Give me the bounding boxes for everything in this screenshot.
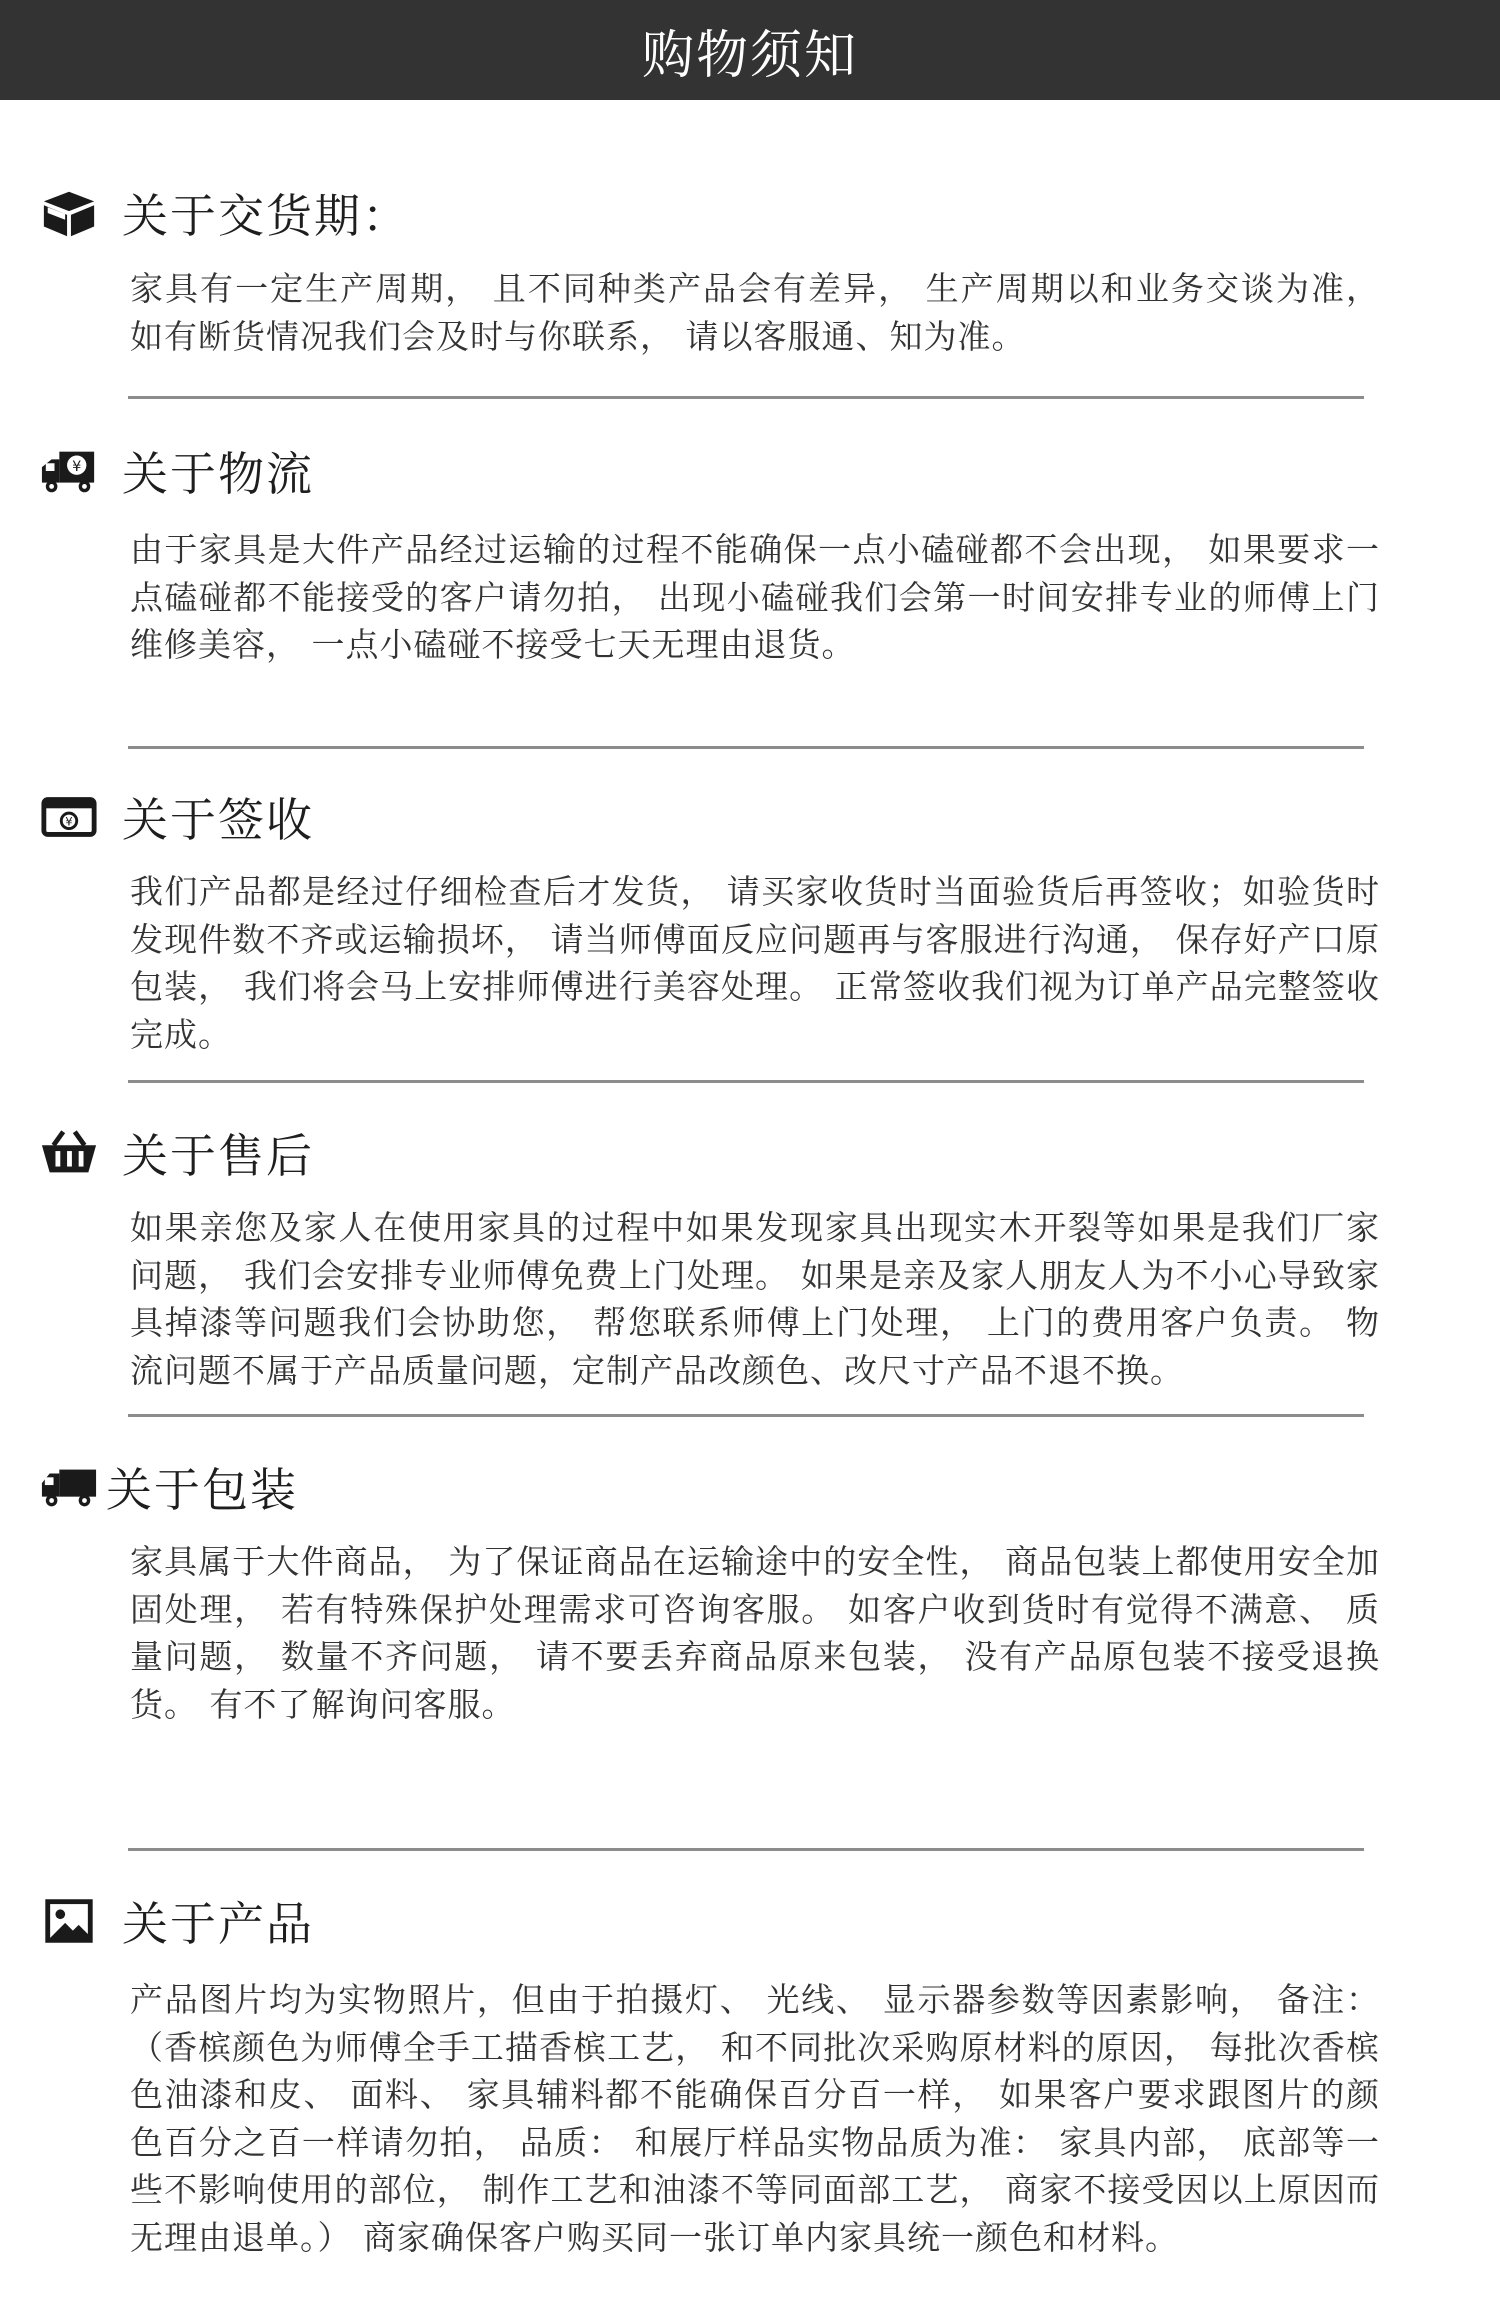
receipt-yen-icon bbox=[38, 789, 100, 845]
section-header bbox=[38, 436, 314, 506]
section-title: 关于交货期： bbox=[122, 189, 410, 243]
header-bar bbox=[0, 0, 1500, 100]
section-title: 关于产品 bbox=[122, 1897, 314, 1951]
section-body: 家具有一定生产周期， 且不同种类产品会有差异， 生产周期以和业务交谈为准， 如有断货情况我们会及时与你联系， 请以客服通、知为准。 bbox=[130, 269, 1380, 356]
delivery-truck-yen-icon bbox=[38, 443, 100, 499]
section-header bbox=[38, 1452, 298, 1522]
shopping-basket-icon bbox=[38, 1125, 100, 1181]
svg-text:¥: ¥ bbox=[72, 459, 82, 475]
truck-icon bbox=[38, 1459, 100, 1515]
section-body: 如果亲您及家人在使用家具的过程中如果发现家具出现实木开裂等如果是我们厂家问题， 我们会安排专业师傅免费上门处理。 如果是亲及家人朋友人为不小心导致家具掉漆等问题我们会协助您， 帮您联系师傅上门处理， 上门的费用客户负责。 物流问题不属于产品质量问题，定制产品改颜色、改尺寸产品不退不换。 bbox=[130, 1208, 1380, 1390]
divider bbox=[128, 396, 1364, 399]
page-title: 购物须知 bbox=[641, 25, 858, 86]
divider bbox=[128, 1414, 1364, 1417]
divider bbox=[128, 746, 1364, 749]
section-header bbox=[38, 1118, 314, 1188]
image-icon bbox=[38, 1893, 100, 1949]
section-header bbox=[38, 782, 314, 852]
section-body: 由于家具是大件产品经过运输的过程不能确保一点小磕碰都不会出现， 如果要求一点磕碰都不能接受的客户请勿拍， 出现小磕碰我们会第一时间安排专业的师傅上门维修美容， 一点小磕碰不接受七天无理由退货。 bbox=[130, 530, 1380, 664]
svg-text:¥: ¥ bbox=[65, 814, 73, 829]
section-title: 关于包装 bbox=[106, 1463, 298, 1517]
section-title: 关于签收 bbox=[122, 793, 314, 847]
section-body: 产品图片均为实物照片，但由于拍摄灯、 光线、 显示器参数等因素影响， 备注：（香槟颜色为师傅全手工描香槟工艺， 和不同批次采购原材料的原因， 每批次香槟色油漆和皮、 面料、 家具辅料都不能确保百分百一样， 如果客户要求跟图片的颜色百分之百一样请勿拍， 品质： 和展厅样品实物品质为准： 家具内部， 底部等一些不影响使用的部位， 制作工艺和油漆不等同面部工艺， 商家不接受因以上原因而无理由退单。） 商家确保客户购买同一张订单内家具统一颜色和材料。 bbox=[130, 1980, 1380, 2257]
section-title: 关于售后 bbox=[122, 1129, 314, 1183]
divider bbox=[128, 1848, 1364, 1851]
section-title: 关于物流 bbox=[122, 447, 314, 501]
section-header bbox=[38, 178, 410, 248]
section-header bbox=[38, 1886, 314, 1956]
section-body: 我们产品都是经过仔细检查后才发货， 请买家收货时当面验货后再签收；如验货时发现件数不齐或运输损坏， 请当师傅面反应问题再与客服进行沟通， 保存好产口原包装， 我们将会马上安排师傅进行美容处理。 正常签收我们视为订单产品完整签收完成。 bbox=[130, 872, 1380, 1054]
divider bbox=[128, 1080, 1364, 1083]
box-icon bbox=[38, 185, 100, 241]
section-body: 家具属于大件商品， 为了保证商品在运输途中的安全性， 商品包装上都使用安全加固处理， 若有特殊保护处理需求可咨询客服。 如客户收到货时有觉得不满意、 质量问题， 数量不齐问题， 请不要丢弃商品原来包装， 没有产品原包装不接受退换货。 有不了解询问客服。 bbox=[130, 1542, 1380, 1724]
